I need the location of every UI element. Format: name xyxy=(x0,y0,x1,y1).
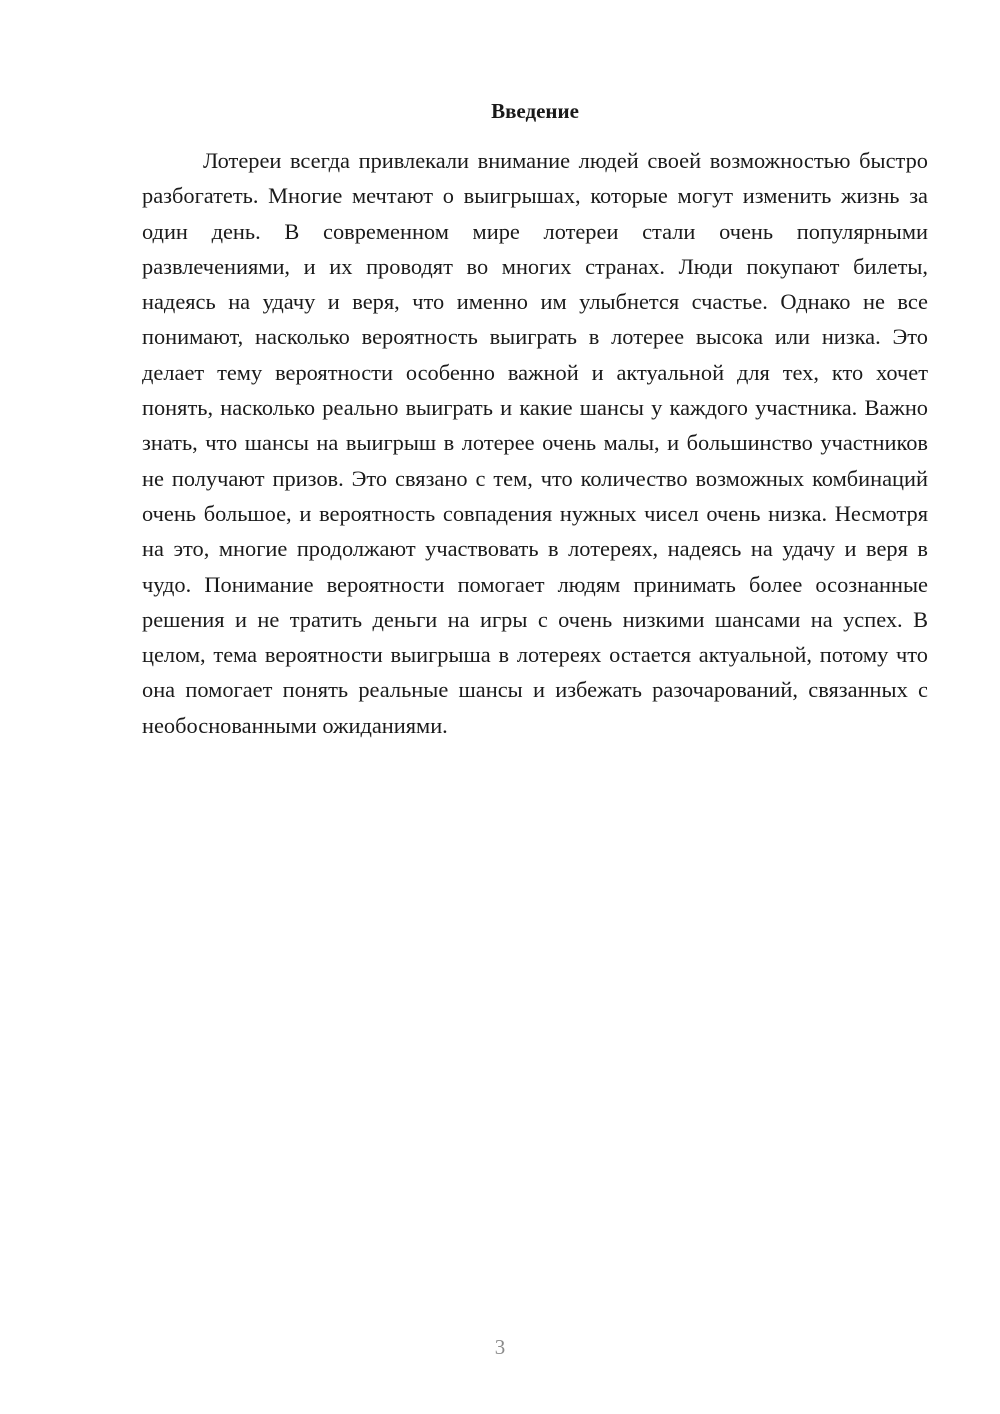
section-heading: Введение xyxy=(491,99,579,123)
page-number: 3 xyxy=(494,1335,506,1359)
body-paragraph: Лотереи всегда привлекали внимание людей своей возможностью быстро разбогатеть. Многие мечтают о выигрышах, которые могут изменить жизнь за один день. В современном мире лотереи стали очень популярными развлечениями, и их проводят во многих странах. Люди покупают билеты, надеясь на удачу и веря, что именно им улыбнется счастье. Однако не все понимают, насколько вероятность выиграть в лотерее высока или низка. Это делает тему вероятности особенно важной и актуальной для тех, кто хочет понять, насколько реально выиграть и какие шансы у каждого участника. Важно знать, что шансы на выигрыш в лотерее очень малы, и большинство участников не получают призов. Это связано с тем, что количество возможных комбинаций очень большое, и вероятность совпадения нужных чисел очень низка. Несмотря на это, многие продолжают участвовать в лотереях, надеясь на удачу и веря в чудо. Понимание вероятности помогает людям принимать более осознанные решения и не тратить деньги на игры с очень низкими шансами на успех. В целом, тема вероятности выигрыша в лотереях остается актуальной, потому что она помогает понять реальные шансы и избежать разочарований, связанных с необоснованными ожиданиями. xyxy=(142,148,928,738)
